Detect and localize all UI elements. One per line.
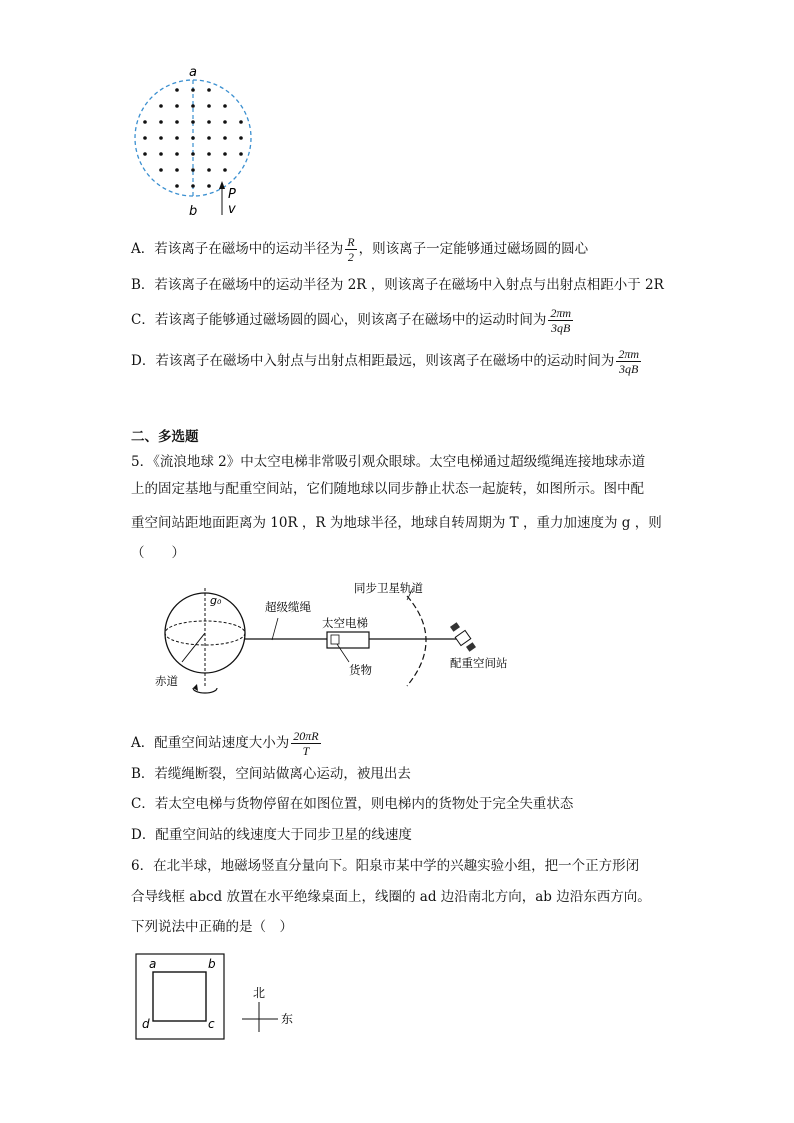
space-elevator-figure	[145, 578, 545, 703]
label-a: a	[189, 65, 197, 80]
equator-pointer	[182, 633, 205, 662]
label-corner-d: d	[142, 1017, 150, 1031]
field-dot	[191, 136, 195, 140]
q4-option-d: D．若该离子在磁场中入射点与出射点相距最远，则该离子在磁场中的运动时间为 $\frac{2\pi m}{3qB}$	[131, 347, 640, 376]
field-dot	[143, 136, 147, 140]
q5-line-3: 重空间站距地面距离为 10R ，R 为地球半径，地球自转周期为 T ，重力加速度为 g ，则	[131, 515, 662, 531]
wire-frame-figure	[132, 950, 312, 1045]
q5-option-a: A．配重空间站速度大小为 $\frac{20\pi R}{T}$	[131, 729, 319, 758]
label-corner-c: c	[208, 1017, 215, 1031]
field-dot	[159, 104, 163, 108]
field-dot	[191, 104, 195, 108]
magnetic-field-figure	[125, 60, 265, 220]
field-dot	[239, 152, 243, 156]
label-cargo: 货物	[349, 663, 372, 677]
field-dot	[207, 120, 211, 124]
field-dot	[175, 184, 179, 188]
q4-option-c: C．若该离子能够通过磁场圆的圆心，则该离子在磁场中的运动时间为 $\frac{2\pi m}{3qB}$	[131, 306, 572, 335]
field-dot	[175, 88, 179, 92]
q6-line-2: 合导线框 abcd 放置在水平绝缘桌面上，线圈的 ad 边沿南北方向，ab 边沿东西方向。	[131, 889, 651, 905]
field-dot	[207, 184, 211, 188]
label-cable: 超级缆绳	[265, 600, 311, 614]
label-v: v	[228, 202, 236, 217]
q5-line-2: 上的固定基地与配重空间站，它们随地球以同步静止状态一起旋转，如图所示。图中配	[131, 481, 644, 497]
label-station: 配重空间站	[450, 656, 508, 670]
field-dot	[175, 104, 179, 108]
field-dot	[191, 184, 195, 188]
field-dot	[223, 136, 227, 140]
label-corner-b: b	[208, 957, 216, 971]
field-dot	[191, 168, 195, 172]
label-g0: g₀	[210, 594, 222, 607]
field-dot	[207, 136, 211, 140]
label-orbit: 同步卫星轨道	[354, 581, 423, 595]
field-dot	[175, 120, 179, 124]
q6-line-3: 下列说法中正确的是（ ）	[131, 919, 293, 935]
label-corner-a: a	[149, 957, 157, 971]
q4-option-b: B．若该离子在磁场中的运动半径为 2R ，则该离子在磁场中入射点与出射点相距小于 2R	[131, 277, 664, 293]
cable-pointer	[272, 618, 278, 640]
q5-option-d: D．配重空间站的线速度大于同步卫星的线速度	[131, 827, 412, 843]
square-coil	[153, 972, 206, 1021]
label-north: 北	[253, 986, 266, 1000]
q5-line-1: 5．《流浪地球 2》中太空电梯非常吸引观众眼球。太空电梯通过超级缆绳连接地球赤道	[131, 454, 646, 470]
q4-option-a: A．若该离子在磁场中的运动半径为 $\frac{R}{2}$ ，则该离子一定能够通过磁场圆的圆心	[131, 235, 589, 264]
q5-line-4: （ ）	[131, 545, 185, 561]
field-dot	[143, 120, 147, 124]
field-dot	[207, 168, 211, 172]
field-dot	[175, 136, 179, 140]
label-equator: 赤道	[155, 674, 178, 688]
field-dot	[159, 168, 163, 172]
field-dot	[207, 88, 211, 92]
fraction-r-over-2: $\frac{R}{2}$	[347, 235, 355, 264]
field-dot	[223, 120, 227, 124]
label-elevator: 太空电梯	[322, 616, 368, 630]
label-P: P	[228, 187, 236, 202]
label-east: 东	[281, 1012, 294, 1026]
label-b: b	[189, 204, 198, 219]
field-dot	[175, 152, 179, 156]
fraction-2pim-3qb-d: $\frac{2\pi m}{3qB}$	[618, 347, 640, 376]
field-dot	[239, 120, 243, 124]
field-dot	[239, 136, 243, 140]
section-title: 二、多选题	[131, 429, 199, 445]
field-dot	[223, 104, 227, 108]
field-dot	[159, 152, 163, 156]
q6-line-1: 6．在北半球，地磁场竖直分量向下。阳泉市某中学的兴趣实验小组，把一个正方形闭	[131, 858, 640, 874]
field-dot	[191, 88, 195, 92]
station-icon	[450, 622, 476, 652]
field-dot	[143, 152, 147, 156]
field-dot	[207, 152, 211, 156]
velocity-arrowhead	[219, 181, 225, 189]
q5-option-c: C．若太空电梯与货物停留在如图位置，则电梯内的货物处于完全失重状态	[131, 796, 574, 812]
field-dot	[223, 152, 227, 156]
sync-orbit-arc	[407, 596, 426, 686]
fraction-20pir-t: $\frac{20\pi R}{T}$	[293, 729, 319, 758]
field-dot	[175, 168, 179, 172]
fraction-2pim-3qb: $\frac{2\pi m}{3qB}$	[550, 306, 572, 335]
field-dot	[159, 120, 163, 124]
elevator-box	[327, 632, 369, 648]
field-dot	[191, 152, 195, 156]
field-dot	[223, 168, 227, 172]
field-dot	[207, 104, 211, 108]
q5-option-b: B．若缆绳断裂，空间站做离心运动，被甩出去	[131, 766, 411, 782]
field-dot	[159, 136, 163, 140]
field-dot	[191, 120, 195, 124]
